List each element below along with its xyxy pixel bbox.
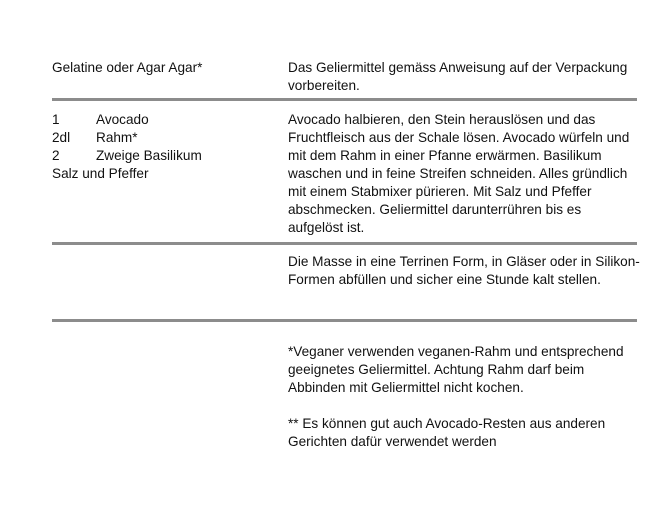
divider-1	[52, 98, 637, 101]
ingredient-list	[52, 111, 272, 183]
ingredient-row	[52, 147, 272, 165]
divider-3	[52, 319, 637, 322]
ingredient-name: Zweige Basilikum	[96, 148, 202, 163]
ingredient-row	[52, 111, 272, 129]
ingredient-qty: 1	[52, 112, 60, 127]
ingredient-qty: 2dl	[52, 130, 71, 145]
note-leftovers: ** Es können gut auch Avocado-Resten aus anderen Gerichten dafür verwendet werden	[288, 416, 606, 449]
ingredient-name: Avocado	[96, 112, 149, 127]
ingredient-row	[52, 129, 272, 147]
ingredient-extra: Salz und Pfeffer	[52, 166, 149, 181]
note-vegan: *Veganer verwenden veganen-Rahm und entsprechend geeignetes Geliermittel. Achtung Rahm darf beim Abbinden mit Geliermittel nicht kochen.	[288, 344, 624, 395]
ingredient-qty: 2	[52, 148, 60, 163]
divider-2	[52, 242, 637, 245]
instruction-step-1: Das Geliermittel gemäss Anweisung auf der Verpackung vorbereiten.	[288, 60, 628, 93]
ingredient-gelatine: Gelatine oder Agar Agar*	[52, 60, 203, 75]
ingredient-name: Rahm*	[96, 130, 138, 145]
notes	[288, 343, 640, 451]
instruction-step-3: Die Masse in eine Terrinen Form, in Gläser oder in Silikon-Formen abfüllen und sicher eine Stunde kalt stellen.	[288, 254, 640, 287]
instruction-step-2: Avocado halbieren, den Stein herauslösen und das Fruchtfleisch aus der Schale lösen. Avocado würfeln und mit dem Rahm in einer Pfanne erwärmen. Basilikum waschen und in feine Streifen schneiden. Alles gründlich mit einem Stabmixer pürieren. Mit Salz und Pfeffer abschmecken. Geliermittel darunterrühren bis es aufgelöst ist.	[288, 112, 630, 235]
